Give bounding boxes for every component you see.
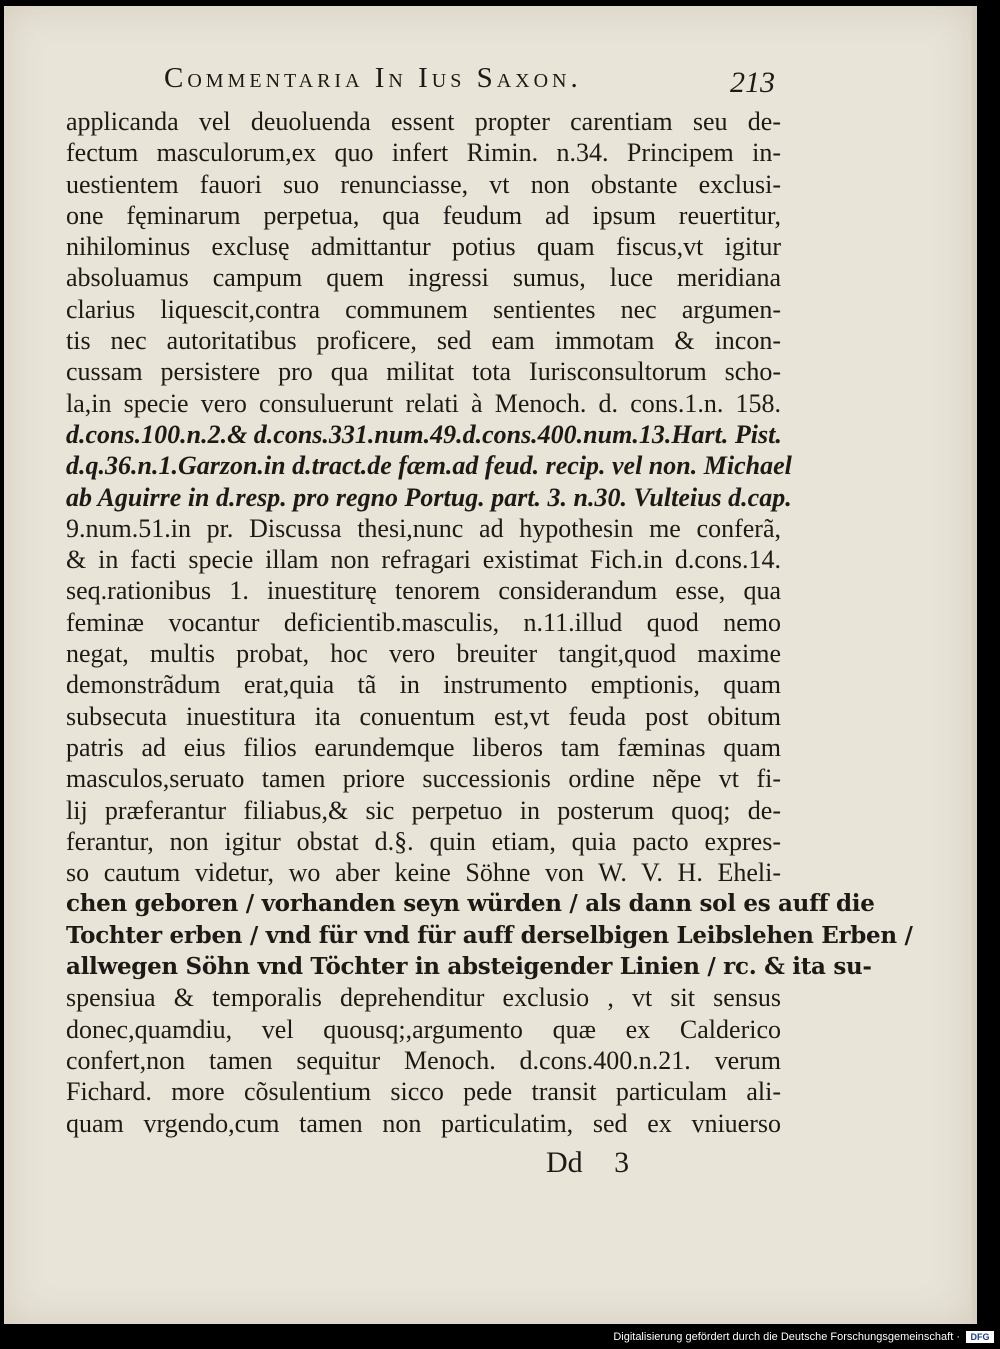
- text-line: patris ad eius filios earundemque liberos tam fæminas quam: [66, 732, 781, 762]
- text-line: ab Aguirre in d.resp. pro regno Portug. part. 3. n.30. Vulteius d.cap.: [66, 482, 792, 512]
- text-line: applicanda vel deuoluenda essent propter carentiam seu de-: [66, 107, 781, 136]
- text-line: demonstrãdum erat,quia tã in instrumento emptionis, quam: [66, 670, 781, 700]
- text-line: d.cons.100.n.2.& d.cons.331.num.49.d.cons.400.num.13.Hart. Pist.: [66, 419, 782, 449]
- text-line: fectum masculorum,ex quo infert Rimin. n.34. Principem in-: [66, 138, 781, 168]
- text-line: donec,quamdiu, vel quousq;,argumento quæ ex Calderico: [66, 1014, 781, 1044]
- text-line: lij præferantur filiabus,& sic perpetuo in posterum quoq; de-: [66, 795, 781, 825]
- text-line: uestientem fauori suo renunciasse, vt non obstante exclusi-: [66, 169, 781, 199]
- text-line: subsecuta inuestitura ita conuentum est,vt feuda post obitum: [66, 701, 781, 731]
- text-line: masculos,seruato tamen priore successionis ordine nẽpe vt fi-: [66, 764, 781, 794]
- text-line: ferantur, non igitur obstat d.§. quin etiam, quia pacto expres-: [66, 826, 781, 856]
- text-line: confert,non tamen sequitur Menoch. d.cons.400.n.21. verum: [66, 1045, 781, 1075]
- page-number: 213: [730, 66, 775, 99]
- running-head: Commentaria In Ius Saxon.: [164, 62, 582, 94]
- text-line: d.q.36.n.1.Garzon.in d.tract.de fæm.ad feud. recip. vel non. Michael: [66, 451, 792, 481]
- page-edge: [972, 6, 977, 1324]
- text-line: & in facti specie illam non refragari existimat Fich.in d.cons.14.: [66, 545, 781, 575]
- text-line: nihilominus exclusę admittantur potius quam fiscus,vt igitur: [66, 232, 781, 262]
- text-line: quam vrgendo,cum tamen non particulatim, sed ex vniuerso: [66, 1108, 781, 1138]
- text-line: seq.rationibus 1. inuestiturę tenorem considerandum esse, qua: [66, 576, 781, 606]
- text-line: so cautum videtur, wo aber keine Söhne von W. V. H. Eheli-: [66, 858, 781, 888]
- digitization-credit: Digitalisierung gefördert durch die Deutsche Forschungsgemeinschaft ·: [613, 1331, 960, 1343]
- text-line: clarius liquescit,contra communem sentientes nec argumen-: [66, 294, 781, 324]
- text-line: one fęminarum perpetua, qua feudum ad ipsum reuertitur,: [66, 200, 781, 230]
- text-line: absoluamus campum quem ingressi sumus, luce meridiana: [66, 263, 781, 293]
- book-page: [4, 6, 972, 1324]
- text-line: la,in specie vero consuluerunt relati à Menoch. d. cons.1.n. 158.: [66, 388, 781, 418]
- dfg-logo: DFG: [966, 1331, 994, 1343]
- signature-mark: Dd 3: [546, 1146, 630, 1179]
- text-line: Tochter erben / vnd für vnd für auff derselbigen Leibslehen Erben /: [66, 921, 913, 949]
- text-line: chen geboren / vorhanden seyn würden / als dann sol es auff die: [66, 890, 875, 918]
- text-line: feminæ vocantur deficientib.masculis, n.11.illud quod nemo: [66, 607, 781, 637]
- text-line: negat, multis probat, hoc vero breuiter tangit,quod maxime: [66, 639, 781, 669]
- body-text: [66, 106, 913, 1139]
- text-line: cussam persistere pro qua militat tota Iurisconsultorum scho-: [66, 357, 781, 387]
- text-line: 9.num.51.in pr. Discussa thesi,nunc ad hypothesin me conferã,: [66, 513, 781, 543]
- text-line: Fichard. more cõsulentium sicco pede transit particulam ali-: [66, 1077, 781, 1107]
- text-line: tis nec autoritatibus proficere, sed eam immotam & incon-: [66, 326, 781, 356]
- text-line: allwegen Söhn vnd Töchter in absteigender Linien / rc. & ita su-: [66, 953, 872, 981]
- text-line: spensiua & temporalis deprehenditur exclusio , vt sit sensus: [66, 983, 781, 1013]
